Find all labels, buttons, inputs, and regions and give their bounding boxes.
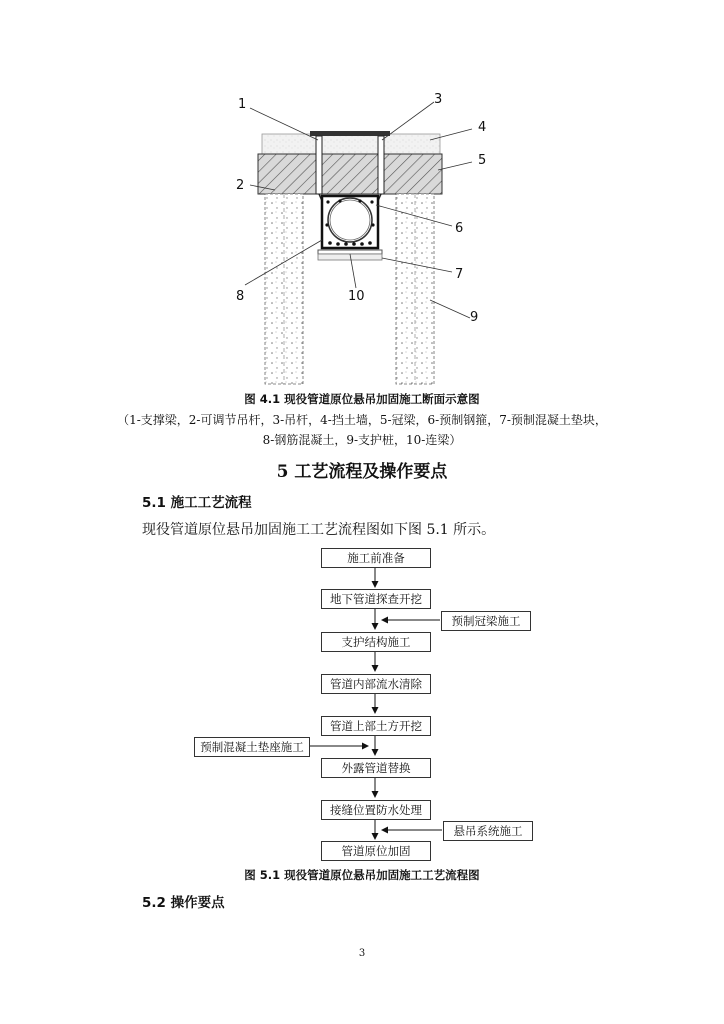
pipe bbox=[328, 198, 372, 242]
flow-side-crown-beam: 预制冠梁施工 bbox=[441, 611, 531, 631]
callout-3: 3 bbox=[434, 92, 443, 107]
subsection-5-1-heading: 5.1 施工工艺流程 bbox=[142, 495, 252, 511]
flow-step-7: 接缝位置防水处理 bbox=[321, 800, 431, 820]
callout-7: 7 bbox=[455, 267, 464, 282]
hanger-rod bbox=[378, 136, 384, 194]
section-5-heading: 5 工艺流程及操作要点 bbox=[276, 462, 448, 482]
retaining-wall bbox=[262, 134, 440, 154]
flow-step-5: 管道上部土方开挖 bbox=[321, 716, 431, 736]
cross-section-drawing bbox=[0, 0, 724, 400]
figure-5-1-caption: 图 5.1 现役管道原位悬吊加固施工工艺流程图 bbox=[244, 868, 480, 882]
flowchart-5-1 bbox=[0, 540, 724, 870]
callout-8: 8 bbox=[236, 289, 245, 304]
figure-4-1 bbox=[0, 0, 724, 400]
flow-step-2: 地下管道探查开挖 bbox=[321, 589, 431, 609]
figure-4-1-legend-line-2: 8-钢筋混凝土，9-支护桩，10-连梁） bbox=[262, 433, 462, 447]
callout-6: 6 bbox=[455, 221, 464, 236]
crown-beam bbox=[258, 154, 442, 194]
flow-step-8: 管道原位加固 bbox=[321, 841, 431, 861]
callout-9: 9 bbox=[470, 310, 479, 325]
page-number: 3 bbox=[358, 948, 366, 959]
figure-4-1-caption: 图 4.1 现役管道原位悬吊加固施工断面示意图 bbox=[244, 392, 480, 406]
callout-10: 10 bbox=[348, 289, 365, 304]
support-beam bbox=[310, 131, 390, 136]
flow-step-3: 支护结构施工 bbox=[321, 632, 431, 652]
adjustable-hanger-rod bbox=[316, 136, 322, 194]
flow-step-6: 外露管道替换 bbox=[321, 758, 431, 778]
connecting-beam bbox=[318, 250, 382, 254]
flow-step-4: 管道内部流水清除 bbox=[321, 674, 431, 694]
flow-side-concrete-pad: 预制混凝土垫座施工 bbox=[194, 737, 310, 757]
subsection-5-2-heading: 5.2 操作要点 bbox=[142, 895, 225, 911]
flow-side-suspension: 悬吊系统施工 bbox=[443, 821, 533, 841]
callout-2: 2 bbox=[236, 178, 245, 193]
callout-1: 1 bbox=[238, 97, 247, 112]
callout-4: 4 bbox=[478, 120, 487, 135]
figure-4-1-legend-line-1: （1-支撑梁，2-可调节吊杆，3-吊杆，4-挡土墙，5-冠梁，6-预制钢箍，7-预制混凝土垫块， bbox=[117, 413, 607, 427]
flow-step-1: 施工前准备 bbox=[321, 548, 431, 568]
section-5-1-paragraph: 现役管道原位悬吊加固施工工艺流程图如下图 5.1 所示。 bbox=[142, 522, 496, 538]
callout-5: 5 bbox=[478, 153, 487, 168]
